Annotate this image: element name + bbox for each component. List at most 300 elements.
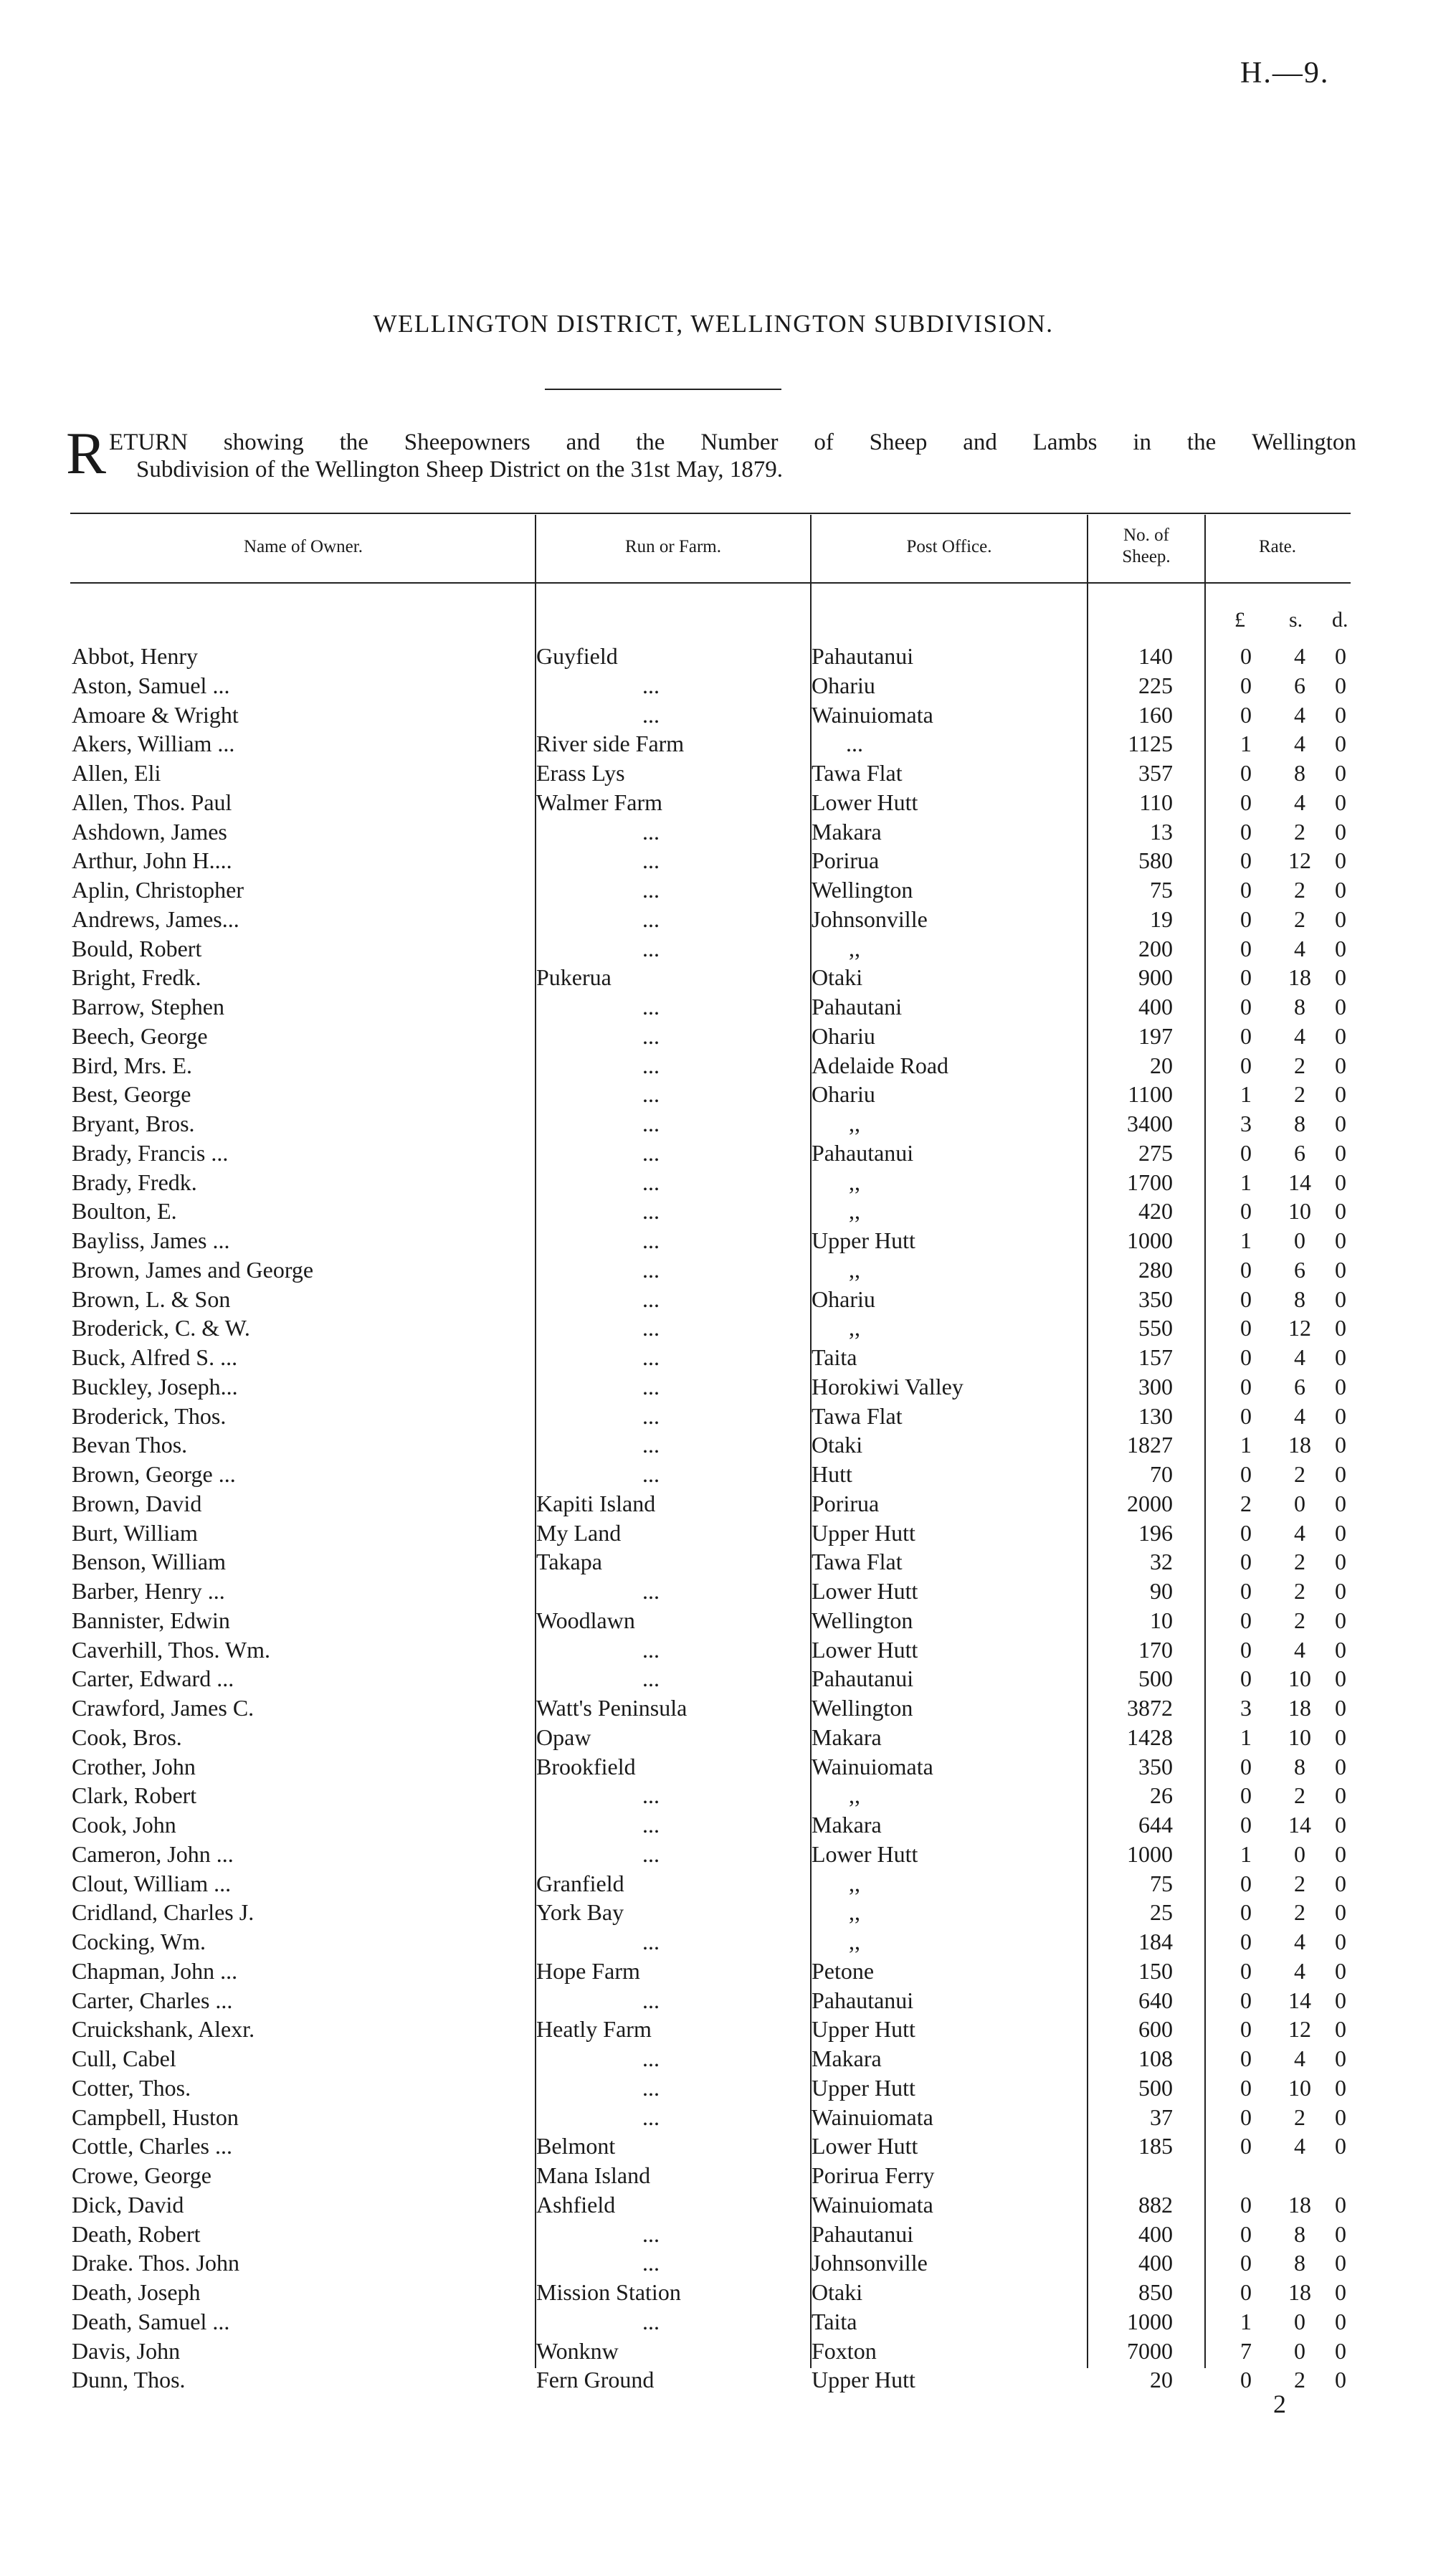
rate-pounds-cell: 0 [1240, 1344, 1252, 1370]
owner-name-cell: Bevan Thos. [72, 1432, 188, 1458]
table-row [0, 1430, 1456, 1460]
owner-name-cell: Clark, Robert [72, 1782, 197, 1809]
owner-name-cell: Bannister, Edwin [72, 1607, 230, 1633]
post-office-cell: ,, [849, 1899, 860, 1926]
run-or-farm-cell: ... [642, 1169, 660, 1195]
rate-pounds-cell: 0 [1240, 1519, 1252, 1546]
rate-pounds-cell: 0 [1240, 994, 1252, 1020]
rate-pence-cell: 0 [1335, 1899, 1346, 1926]
page-title: WELLINGTON DISTRICT, WELLINGTON SUBDIVISION. [373, 310, 1054, 338]
owner-name-cell: Davis, John [72, 2337, 181, 2364]
rate-pence-cell: 0 [1335, 1373, 1346, 1400]
post-office-cell: Tawa Flat [812, 1402, 903, 1429]
post-office-cell: Wellington [812, 1695, 913, 1721]
rate-shillings-cell: 4 [1294, 1402, 1305, 1429]
sheep-count-cell: 357 [1138, 760, 1173, 786]
rate-shillings-cell: 4 [1294, 1519, 1305, 1546]
rate-pence-cell: 0 [1335, 2074, 1346, 2101]
post-office-cell: ,, [849, 1111, 860, 1136]
rate-pence-cell: 0 [1335, 1198, 1346, 1225]
owner-name-cell: Brady, Fredk. [72, 1169, 197, 1195]
table-row [0, 1313, 1456, 1343]
post-office-cell: Lower Hutt [812, 789, 918, 815]
currency-pounds: £ [1234, 608, 1245, 632]
rate-pounds-cell: 0 [1240, 760, 1252, 786]
run-or-farm-cell: Fern Ground [536, 2367, 655, 2393]
rate-shillings-cell: 8 [1294, 2250, 1305, 2276]
rate-shillings-cell: 4 [1294, 1957, 1305, 1984]
rate-pounds-cell: 0 [1240, 1373, 1252, 1400]
owner-name-cell: Beech, George [72, 1022, 208, 1049]
rate-pounds-cell: 0 [1240, 1256, 1252, 1283]
rate-pence-cell: 0 [1335, 1812, 1346, 1838]
sheep-count-cell: 75 [1150, 1870, 1173, 1896]
sheep-count-cell: 19 [1150, 906, 1173, 932]
rate-shillings-cell: 14 [1288, 1812, 1311, 1838]
rate-pounds-cell: 0 [1240, 1549, 1252, 1575]
rate-shillings-cell: 10 [1288, 1724, 1311, 1750]
rate-pounds-cell: 0 [1240, 2074, 1252, 2101]
rate-pounds-cell: 0 [1240, 643, 1252, 669]
table-row [0, 1752, 1456, 1782]
rate-shillings-cell: 8 [1294, 1286, 1305, 1312]
owner-name-cell: Cottle, Charles ... [72, 2133, 232, 2159]
sheep-count-cell: 500 [1138, 2074, 1173, 2101]
sheep-count-cell: 37 [1150, 2104, 1173, 2130]
sheep-count-cell: 130 [1138, 1402, 1173, 1429]
table-row [0, 788, 1456, 817]
owner-name-cell: Chapman, John ... [72, 1957, 238, 1984]
table-row [0, 1226, 1456, 1255]
table-row [0, 1372, 1456, 1402]
intro-word: Number [700, 429, 779, 455]
run-or-farm-cell: Erass Lys [536, 760, 625, 786]
rate-shillings-cell: 10 [1288, 1665, 1311, 1692]
rate-pence-cell: 0 [1335, 1227, 1346, 1253]
owner-name-cell: Drake. Thos. John [72, 2250, 240, 2276]
post-office-cell: Pahautanui [812, 1987, 914, 2013]
rate-shillings-cell: 2 [1294, 877, 1305, 903]
table-row [0, 1723, 1456, 1752]
page-identifier: H.—9. [1240, 57, 1330, 90]
rate-pounds-cell: 0 [1240, 1987, 1252, 2013]
post-office-cell: Upper Hutt [812, 2016, 915, 2043]
post-office-cell: ,, [849, 1198, 860, 1225]
rate-pence-cell: 0 [1335, 1840, 1346, 1867]
run-or-farm-cell: My Land [536, 1519, 622, 1546]
post-office-cell: Taita [812, 1344, 857, 1370]
sheep-count-cell: 350 [1138, 1286, 1173, 1312]
sheep-count-cell: 400 [1138, 2250, 1173, 2276]
intro-word: and [566, 429, 601, 455]
table-row [0, 2190, 1456, 2220]
rate-shillings-cell: 0 [1294, 1490, 1305, 1516]
rate-shillings-cell: 2 [1294, 1782, 1305, 1809]
table-row [0, 1840, 1456, 1869]
intro-paragraph [66, 420, 1356, 487]
rate-pence-cell: 0 [1335, 1665, 1346, 1692]
run-or-farm-cell: ... [642, 1198, 660, 1225]
rate-pounds-cell: 3 [1240, 1695, 1252, 1721]
owner-name-cell: Caverhill, Thos. Wm. [72, 1636, 271, 1663]
sheep-count-cell: 1700 [1127, 1169, 1173, 1195]
table-row [0, 1547, 1456, 1577]
rate-pence-cell: 0 [1335, 818, 1346, 845]
owner-name-cell: Cook, Bros. [72, 1724, 182, 1750]
rate-shillings-cell: 4 [1294, 2133, 1305, 2159]
sheep-count-cell: 160 [1138, 701, 1173, 728]
post-office-cell: Makara [812, 818, 882, 845]
sheep-count-cell: 20 [1150, 1052, 1173, 1078]
intro-word: Sheep [869, 429, 928, 455]
table-row [0, 1781, 1456, 1810]
run-or-farm-cell: ... [642, 1227, 660, 1253]
rate-shillings-cell: 4 [1294, 935, 1305, 961]
rate-pence-cell: 0 [1335, 994, 1346, 1020]
sheep-count-cell: 225 [1138, 672, 1173, 698]
post-office-cell: Horokiwi Valley [812, 1373, 963, 1400]
rate-pence-cell: 0 [1335, 1286, 1346, 1312]
post-office-cell: Wainuiomata [812, 701, 933, 728]
rate-pounds-cell: 0 [1240, 701, 1252, 728]
run-or-farm-cell: ... [642, 1052, 660, 1078]
rate-shillings-cell: 2 [1294, 2104, 1305, 2130]
sheep-count-cell: 157 [1138, 1344, 1173, 1370]
rate-shillings-cell: 14 [1288, 1169, 1311, 1195]
sheep-count-cell: 185 [1138, 2133, 1173, 2159]
table-row [0, 1693, 1456, 1723]
run-or-farm-cell: ... [642, 1373, 660, 1400]
rate-shillings-cell: 14 [1288, 1987, 1311, 2013]
rate-pence-cell: 0 [1335, 2279, 1346, 2305]
post-office-cell: Lower Hutt [812, 1636, 918, 1663]
post-office-cell: Lower Hutt [812, 1840, 918, 1867]
intro-word: in [1133, 429, 1152, 455]
run-or-farm-cell: ... [642, 1987, 660, 2013]
run-or-farm-cell: Guyfield [536, 643, 618, 669]
run-or-farm-cell: Granfield [536, 1870, 624, 1896]
sheep-count-cell: 280 [1138, 1256, 1173, 1283]
post-office-cell: Otaki [812, 2279, 863, 2305]
rate-pounds-cell: 1 [1240, 1169, 1252, 1195]
table-row [0, 1927, 1456, 1957]
rate-pounds-cell: 0 [1240, 789, 1252, 815]
header-post-office: Post Office. [906, 537, 992, 556]
sheep-count-cell: 850 [1138, 2279, 1173, 2305]
owner-name-cell: Bayliss, James ... [72, 1227, 230, 1253]
rate-pounds-cell: 0 [1240, 1198, 1252, 1225]
rate-pence-cell: 0 [1335, 2367, 1346, 2393]
post-office-cell: ... [846, 731, 863, 757]
table-row [0, 2015, 1456, 2044]
run-or-farm-cell: ... [642, 2250, 660, 2276]
rate-shillings-cell: 4 [1294, 701, 1305, 728]
run-or-farm-cell: ... [642, 1402, 660, 1429]
rate-shillings-cell: 18 [1288, 2191, 1311, 2218]
table-row [0, 1080, 1456, 1109]
rate-pence-cell: 0 [1335, 789, 1346, 815]
sheep-count-cell: 350 [1138, 1753, 1173, 1779]
table-row [0, 2307, 1456, 2337]
header-run-or-farm: Run or Farm. [624, 537, 722, 556]
rate-pence-cell: 0 [1335, 1402, 1346, 1429]
run-or-farm-cell: Takapa [536, 1549, 602, 1575]
run-or-farm-cell: ... [642, 1636, 660, 1663]
rate-pounds-cell: 0 [1240, 964, 1252, 991]
post-office-cell: ,, [849, 935, 860, 961]
sheep-count-cell: 1428 [1127, 1724, 1173, 1750]
rate-shillings-cell: 0 [1294, 1227, 1305, 1253]
post-office-cell: Lower Hutt [812, 2133, 918, 2159]
rate-pounds-cell: 0 [1240, 847, 1252, 874]
rate-pence-cell: 0 [1335, 906, 1346, 932]
run-or-farm-cell: ... [642, 2220, 660, 2247]
owner-name-cell: Broderick, Thos. [72, 1402, 227, 1429]
post-office-cell: Wainuiomata [812, 2191, 933, 2218]
owner-name-cell: Best, George [72, 1081, 191, 1108]
sheep-count-cell: 197 [1138, 1022, 1173, 1049]
rate-shillings-cell: 2 [1294, 1870, 1305, 1896]
rate-shillings-cell: 2 [1294, 1549, 1305, 1575]
table-row [0, 1986, 1456, 2015]
post-office-cell: Ohariu [812, 1081, 875, 1108]
rate-pence-cell: 0 [1335, 1636, 1346, 1663]
table-row [0, 2365, 1456, 2395]
rate-pounds-cell: 0 [1240, 1461, 1252, 1487]
rate-pence-cell: 0 [1335, 1111, 1346, 1136]
rate-pounds-cell: 0 [1240, 1139, 1252, 1166]
table-row [0, 992, 1456, 1022]
rate-shillings-cell: 0 [1294, 1840, 1305, 1867]
intro-line-1 [109, 429, 1356, 456]
currency-pence: d. [1332, 608, 1348, 632]
rate-pence-cell: 0 [1335, 1929, 1346, 1954]
sheep-count-cell: 200 [1138, 935, 1173, 961]
rate-pounds-cell: 0 [1240, 2367, 1252, 2393]
header-sheep-line-1: No. of [1123, 526, 1169, 545]
rate-shillings-cell: 10 [1288, 2074, 1311, 2101]
rate-shillings-cell: 4 [1294, 789, 1305, 815]
rate-pounds-cell: 0 [1240, 1402, 1252, 1429]
table-row [0, 1109, 1456, 1139]
post-office-cell: Foxton [812, 2337, 877, 2364]
rate-pence-cell: 0 [1335, 2191, 1346, 2218]
table-top-rule [70, 513, 1351, 514]
post-office-cell: Upper Hutt [812, 1227, 915, 1253]
run-or-farm-cell: ... [642, 2045, 660, 2071]
table-row [0, 1022, 1456, 1051]
rate-shillings-cell: 12 [1288, 847, 1311, 874]
sheep-count-cell: 600 [1138, 2016, 1173, 2043]
rate-pounds-cell: 0 [1240, 1929, 1252, 1954]
run-or-farm-cell: Woodlawn [536, 1607, 635, 1633]
rate-pence-cell: 0 [1335, 643, 1346, 669]
run-or-farm-cell: Belmont [536, 2133, 616, 2159]
intro-word: ETURN [109, 429, 189, 455]
rate-shillings-cell: 8 [1294, 994, 1305, 1020]
sheep-count-cell: 3400 [1127, 1111, 1173, 1136]
owner-name-cell: Cameron, John ... [72, 1840, 234, 1867]
table-row [0, 2161, 1456, 2190]
post-office-cell: Upper Hutt [812, 2074, 915, 2101]
run-or-farm-cell: ... [642, 1929, 660, 1954]
intro-word: Wellington [1252, 429, 1356, 455]
rate-pence-cell: 0 [1335, 1607, 1346, 1633]
rate-shillings-cell: 6 [1294, 1373, 1305, 1400]
rate-pounds-cell: 0 [1240, 1636, 1252, 1663]
rate-pence-cell: 0 [1335, 1870, 1346, 1896]
rate-shillings-cell: 8 [1294, 760, 1305, 786]
owner-name-cell: Carter, Edward ... [72, 1665, 234, 1692]
rate-pence-cell: 0 [1335, 1052, 1346, 1078]
run-or-farm-cell: ... [642, 1111, 660, 1136]
rate-pence-cell: 0 [1335, 1169, 1346, 1195]
rate-shillings-cell: 2 [1294, 1607, 1305, 1633]
rate-pounds-cell: 1 [1240, 1840, 1252, 1867]
rate-shillings-cell: 18 [1288, 1432, 1311, 1458]
post-office-cell: Upper Hutt [812, 1519, 915, 1546]
rate-pence-cell: 0 [1335, 2016, 1346, 2043]
run-or-farm-cell: ... [642, 1432, 660, 1458]
rate-shillings-cell: 2 [1294, 1578, 1305, 1604]
owner-name-cell: Aston, Samuel ... [72, 672, 230, 698]
post-office-cell: Pahautanui [812, 643, 914, 669]
sheep-count-cell: 140 [1138, 643, 1173, 669]
intro-word: showing [223, 429, 304, 455]
rate-shillings-cell: 2 [1294, 2367, 1305, 2393]
rate-pounds-cell: 0 [1240, 1578, 1252, 1604]
table-row [0, 1139, 1456, 1168]
rate-pence-cell: 0 [1335, 1519, 1346, 1546]
rate-pounds-cell: 0 [1240, 1870, 1252, 1896]
sheep-count-cell: 184 [1138, 1929, 1173, 1954]
table-row [0, 729, 1456, 759]
rate-pounds-cell: 0 [1240, 877, 1252, 903]
post-office-cell: Wellington [812, 877, 913, 903]
owner-name-cell: Amoare & Wright [72, 701, 239, 728]
rate-pounds-cell: 0 [1240, 935, 1252, 961]
rate-pence-cell: 0 [1335, 964, 1346, 991]
rate-pence-cell: 0 [1335, 1344, 1346, 1370]
post-office-cell: Petone [812, 1957, 875, 1984]
post-office-cell: Upper Hutt [812, 2367, 915, 2393]
rate-pounds-cell: 0 [1240, 818, 1252, 845]
rate-pence-cell: 0 [1335, 1724, 1346, 1750]
run-or-farm-cell: ... [642, 1344, 660, 1370]
sheep-count-cell: 150 [1138, 1957, 1173, 1984]
post-office-cell: ,, [849, 1256, 860, 1283]
sheep-count-cell: 70 [1150, 1461, 1173, 1487]
rate-shillings-cell: 8 [1294, 2220, 1305, 2247]
post-office-cell: Hutt [812, 1461, 852, 1487]
post-office-cell: Johnsonville [812, 2250, 928, 2276]
rate-pounds-cell: 3 [1240, 1111, 1252, 1136]
sheep-count-cell: 900 [1138, 964, 1173, 991]
owner-name-cell: Cotter, Thos. [72, 2074, 191, 2101]
owner-name-cell: Broderick, C. & W. [72, 1315, 250, 1341]
header-rate: Rate. [1258, 537, 1297, 556]
run-or-farm-cell: Opaw [536, 1724, 591, 1750]
rate-shillings-cell: 12 [1288, 1315, 1311, 1341]
sheep-count-cell: 644 [1138, 1812, 1173, 1838]
rate-shillings-cell: 4 [1294, 1929, 1305, 1954]
owner-name-cell: Brown, George ... [72, 1461, 236, 1487]
rate-pounds-cell: 0 [1240, 672, 1252, 698]
run-or-farm-cell: Heatly Farm [536, 2016, 652, 2043]
owner-name-cell: Barber, Henry ... [72, 1578, 225, 1604]
run-or-farm-cell: ... [642, 2308, 660, 2334]
post-office-cell: Ohariu [812, 1286, 875, 1312]
intro-word: and [963, 429, 997, 455]
sheep-count-cell: 3872 [1127, 1695, 1173, 1721]
rate-pence-cell: 0 [1335, 2220, 1346, 2247]
post-office-cell: ,, [849, 1315, 860, 1341]
rate-shillings-cell: 2 [1294, 1461, 1305, 1487]
run-or-farm-cell: ... [642, 1315, 660, 1341]
sheep-count-cell: 13 [1150, 818, 1173, 845]
header-sheep-line-2: Sheep. [1122, 547, 1171, 566]
table-row [0, 1197, 1456, 1226]
table-row [0, 1519, 1456, 1548]
table-header-rule [70, 582, 1351, 584]
rate-shillings-cell: 0 [1294, 2337, 1305, 2364]
intro-word: the [339, 429, 368, 455]
rate-pounds-cell: 0 [1240, 1665, 1252, 1692]
header-no-of-sheep [1088, 525, 1204, 568]
table-row [0, 1460, 1456, 1489]
rate-pence-cell: 0 [1335, 1987, 1346, 2013]
post-office-cell: Lower Hutt [812, 1578, 918, 1604]
rate-shillings-cell: 2 [1294, 818, 1305, 845]
sheep-count-cell: 2000 [1127, 1490, 1173, 1516]
run-or-farm-cell: Watt's Peninsula [536, 1695, 687, 1721]
table-row [0, 905, 1456, 934]
sheep-count-cell: 1000 [1127, 1840, 1173, 1867]
rate-pounds-cell: 0 [1240, 1899, 1252, 1926]
run-or-farm-cell: ... [642, 672, 660, 698]
owner-name-cell: Brown, James and George [72, 1256, 314, 1283]
rate-shillings-cell: 2 [1294, 906, 1305, 932]
post-office-cell: Tawa Flat [812, 760, 903, 786]
owner-name-cell: Akers, William ... [72, 731, 235, 757]
rate-shillings-cell: 8 [1294, 1111, 1305, 1136]
run-or-farm-cell: ... [642, 1139, 660, 1166]
post-office-cell: Makara [812, 1812, 882, 1838]
header-name-of-owner: Name of Owner. [244, 537, 363, 556]
rate-pence-cell: 0 [1335, 877, 1346, 903]
rate-pounds-cell: 0 [1240, 1052, 1252, 1078]
run-or-farm-cell: York Bay [536, 1899, 624, 1926]
sheep-count-cell: 550 [1138, 1315, 1173, 1341]
intro-word: the [636, 429, 665, 455]
sheep-count-cell: 108 [1138, 2045, 1173, 2071]
run-or-farm-cell: ... [642, 877, 660, 903]
table-row [0, 1343, 1456, 1372]
sheep-count-cell: 20 [1150, 2367, 1173, 2393]
owner-name-cell: Brown, L. & Son [72, 1286, 231, 1312]
owner-name-cell: Carter, Charles ... [72, 1987, 233, 2013]
run-or-farm-cell: ... [642, 2074, 660, 2101]
post-office-cell: ,, [849, 1870, 860, 1896]
table-row [0, 934, 1456, 964]
rate-shillings-cell: 4 [1294, 1344, 1305, 1370]
rate-shillings-cell: 8 [1294, 1753, 1305, 1779]
owner-name-cell: Ashdown, James [72, 818, 227, 845]
table-row [0, 2073, 1456, 2103]
rate-pence-cell: 0 [1335, 672, 1346, 698]
run-or-farm-cell: Hope Farm [536, 1957, 640, 1984]
owner-name-cell: Buck, Alfred S. ... [72, 1344, 238, 1370]
